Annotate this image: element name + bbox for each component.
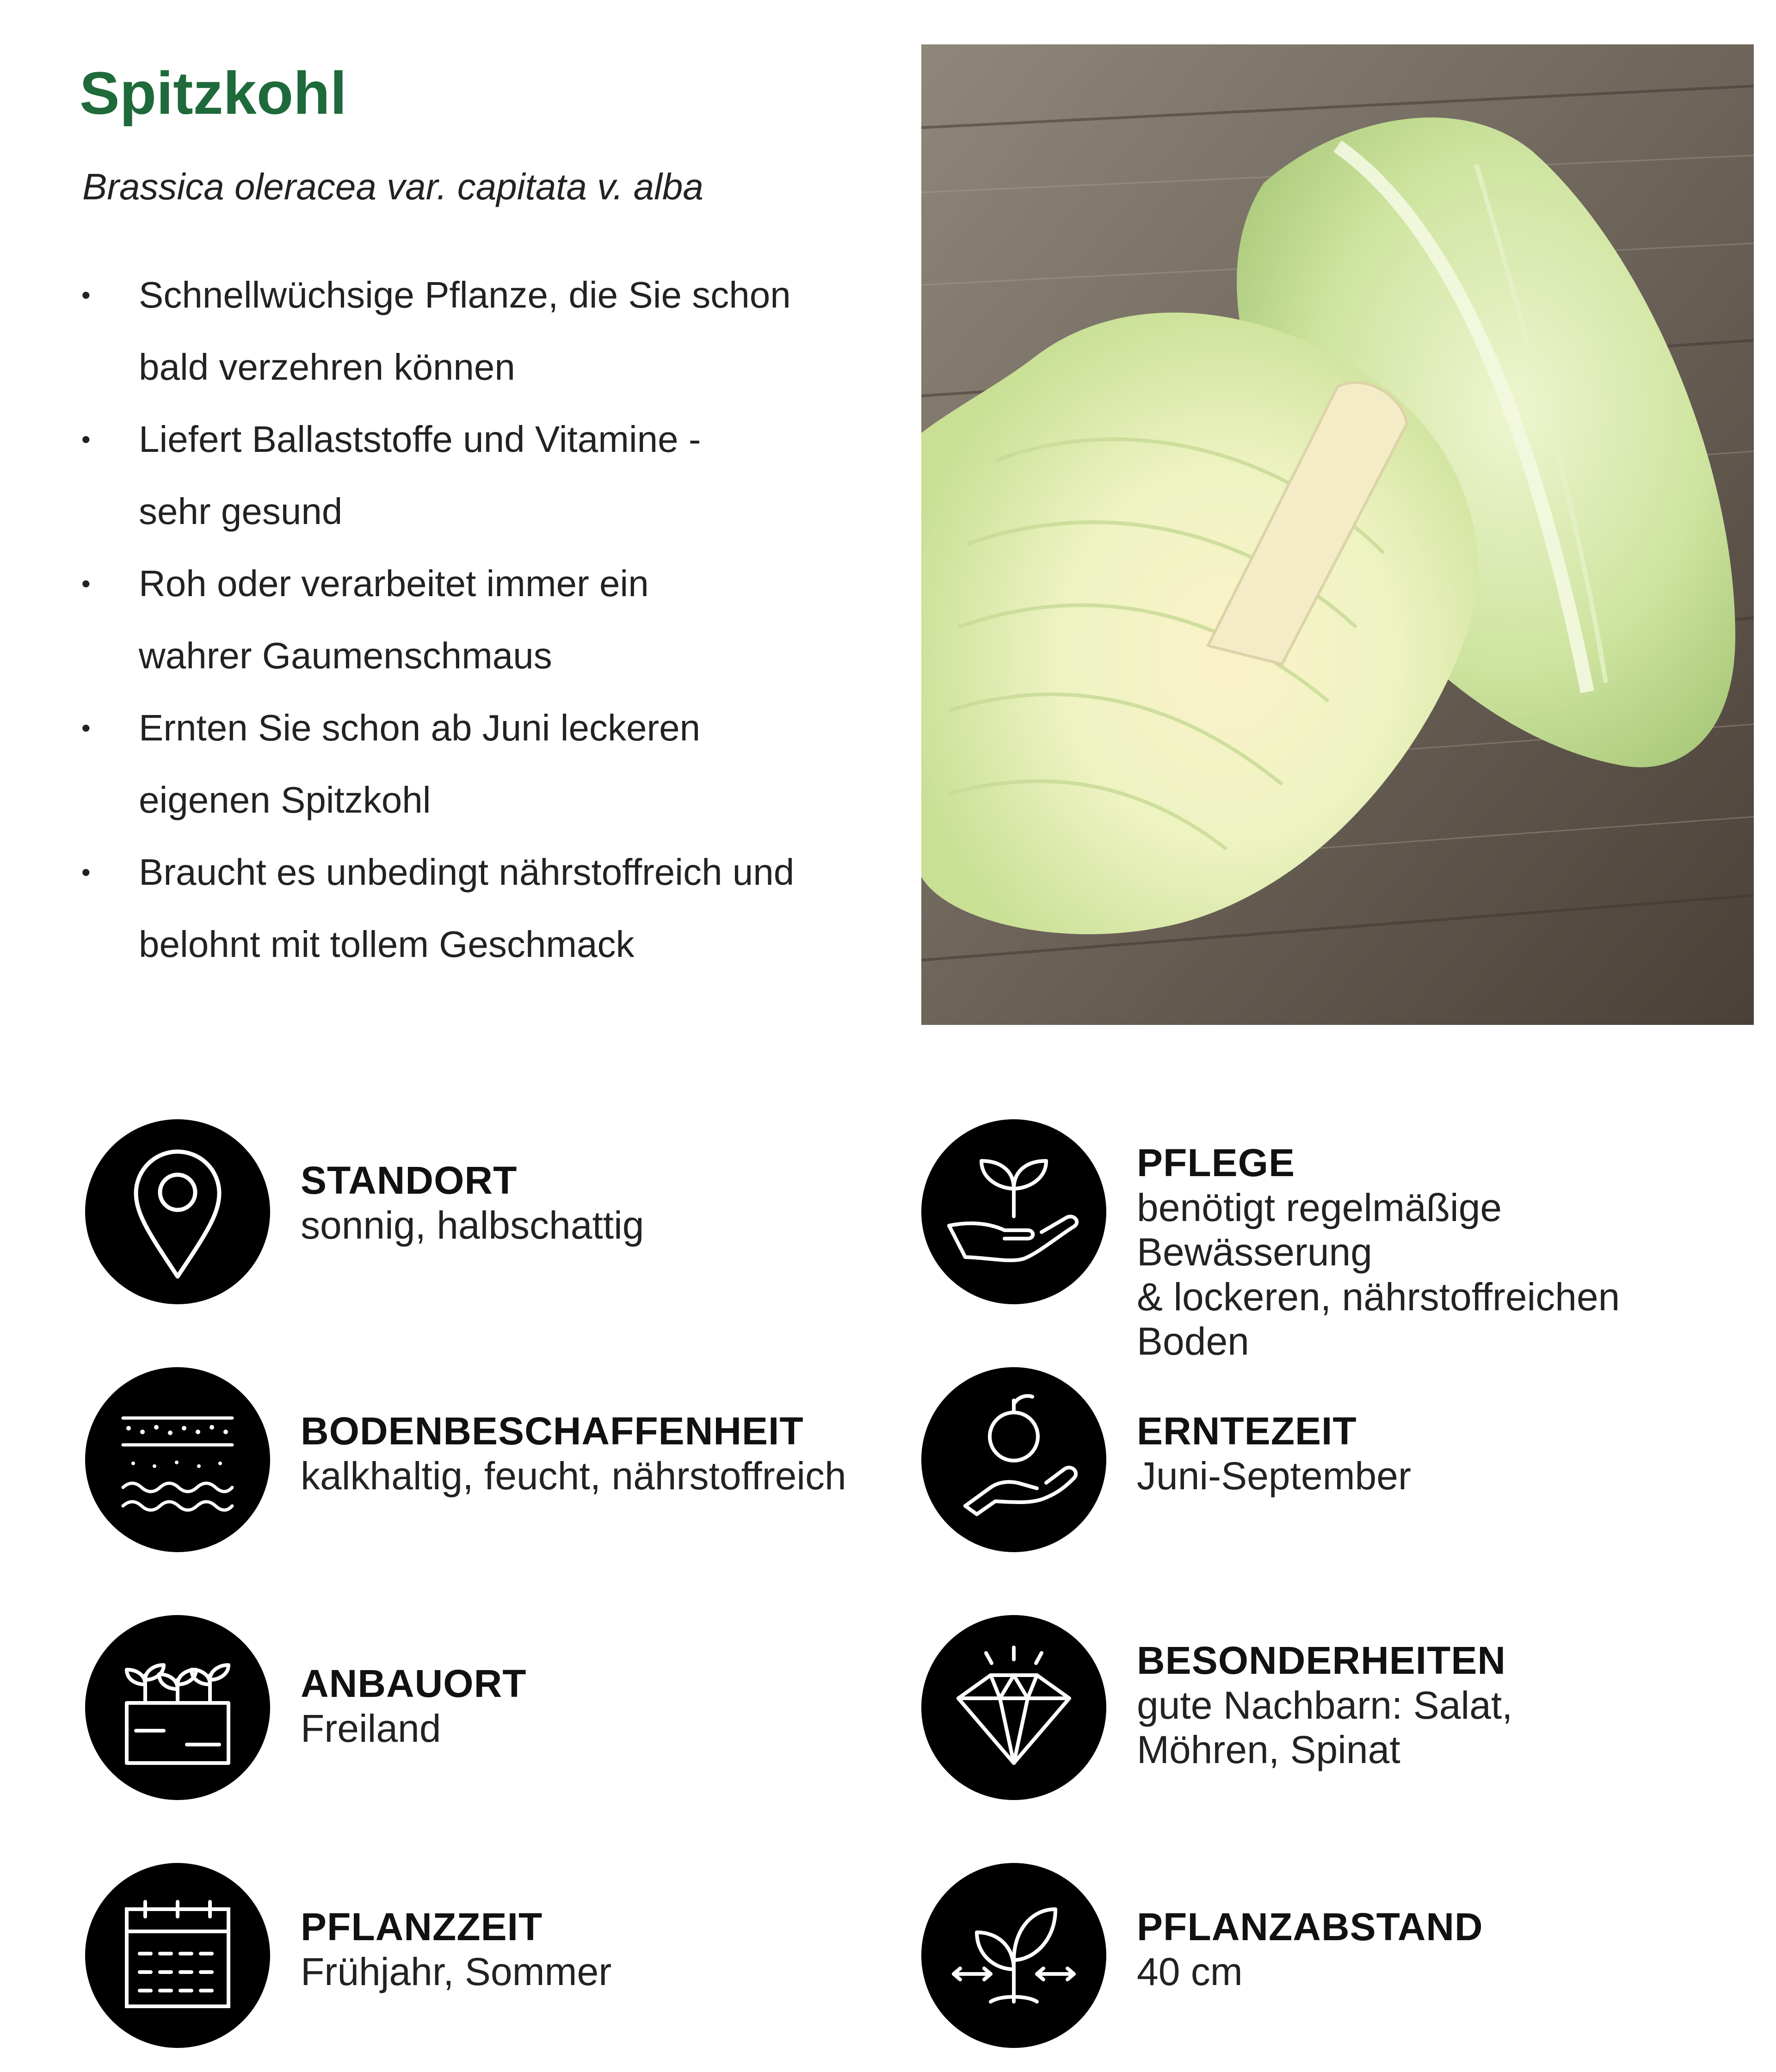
bullet-line <box>80 764 894 836</box>
bullet-line <box>80 331 894 403</box>
hand-seedling-icon <box>921 1119 1106 1304</box>
feature-value: kalkhaltig, feucht, nährstoffreich <box>301 1454 846 1498</box>
bullet-line <box>80 548 894 620</box>
feature-erntezeit <box>921 1367 1735 1552</box>
bullet-text: eigenen Spitzkohl <box>139 779 431 820</box>
diamond-icon <box>921 1615 1106 1800</box>
plant-box-icon <box>85 1615 270 1800</box>
bullet-dot: • <box>81 857 91 887</box>
feature-label: BODENBESCHAFFENHEIT <box>301 1409 804 1453</box>
bullet-text: bald verzehren können <box>139 346 515 388</box>
bullet-text: Schnellwüchsige Pflanze, die Sie schon <box>139 274 791 315</box>
bullet-text: sehr gesund <box>139 491 343 532</box>
feature-label: ERNTEZEIT <box>1137 1409 1357 1453</box>
feature-value: gute Nachbarn: Salat, Möhren, Spinat <box>1137 1683 1513 1772</box>
bullet-dot: • <box>81 280 91 309</box>
bullet-dot: • <box>81 425 91 454</box>
feature-value: benötigt regelmäßige Bewässerung & lockeren, nährstoffreichen Boden <box>1137 1185 1620 1363</box>
feature-value: Frühjahr, Sommer <box>301 1949 612 1993</box>
hand-fruit-icon <box>921 1367 1106 1552</box>
bullet-text: Liefert Ballaststoffe und Vitamine - <box>139 419 701 460</box>
bullet-line <box>80 475 894 548</box>
feature-pflanzzeit <box>85 1863 899 2048</box>
bullet-text: Roh oder verarbeitet immer ein <box>139 563 649 604</box>
feature-pflanzabstand <box>921 1863 1735 2048</box>
feature-value: 40 cm <box>1137 1949 1243 1993</box>
bullet-line <box>80 259 894 331</box>
location-pin-icon <box>85 1119 270 1304</box>
cabbage-photo <box>921 44 1754 1025</box>
bullet-line <box>80 836 894 908</box>
calendar-icon <box>85 1863 270 2048</box>
feature-label: ANBAUORT <box>301 1662 527 1705</box>
bullet-text: belohnt mit tollem Geschmack <box>139 924 635 965</box>
feature-value: Freiland <box>301 1706 441 1750</box>
page-title: Spitzkohl <box>80 59 347 127</box>
latin-name: Brassica oleracea var. capitata v. alba <box>82 166 703 207</box>
feature-label: PFLEGE <box>1137 1141 1295 1184</box>
bullet-dot: • <box>81 569 91 598</box>
feature-bodenbeschaffenheit <box>85 1367 899 1552</box>
plant-spacing-icon <box>921 1863 1106 2048</box>
feature-anbauort <box>85 1615 899 1800</box>
feature-label: BESONDERHEITEN <box>1137 1639 1506 1682</box>
feature-value: sonnig, halbschattig <box>301 1203 644 1247</box>
feature-label: STANDORT <box>301 1159 518 1202</box>
bullet-line <box>80 620 894 692</box>
bullet-dot: • <box>81 713 91 742</box>
feature-label: PFLANZABSTAND <box>1137 1905 1483 1949</box>
feature-standort <box>85 1119 899 1304</box>
bullet-text: Braucht es unbedingt nährstoffreich und <box>139 851 795 893</box>
feature-bullet-list <box>80 259 894 980</box>
bullet-text: wahrer Gaumenschmaus <box>139 635 552 676</box>
feature-besonderheiten <box>921 1615 1735 1800</box>
bullet-line <box>80 908 894 980</box>
feature-label: PFLANZZEIT <box>301 1905 543 1949</box>
pointed-cabbage-photo-icon <box>921 44 1754 1025</box>
feature-pflege <box>921 1119 1735 1363</box>
feature-value: Juni-September <box>1137 1454 1411 1498</box>
soil-layers-icon <box>85 1367 270 1552</box>
bullet-text: Ernten Sie schon ab Juni leckeren <box>139 707 701 748</box>
bullet-line <box>80 403 894 475</box>
bullet-line <box>80 692 894 764</box>
